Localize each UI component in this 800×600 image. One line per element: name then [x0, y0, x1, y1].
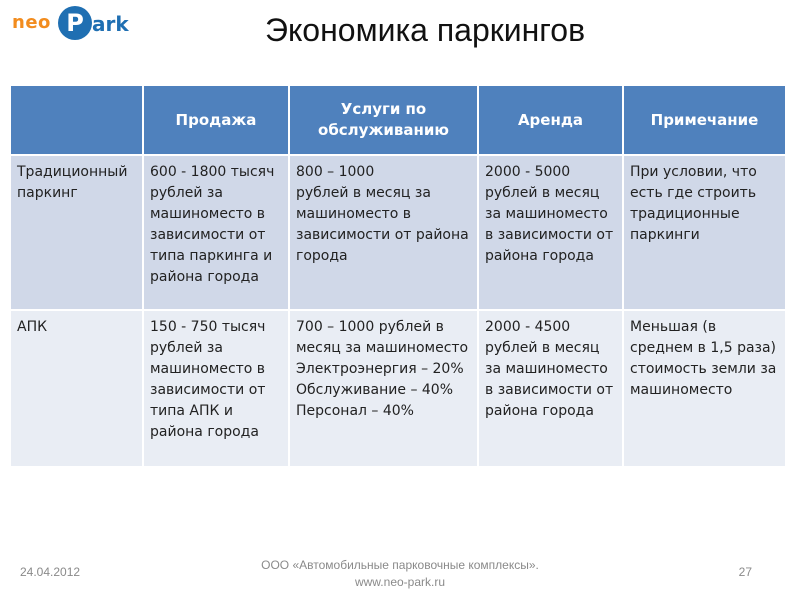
cell-services [289, 310, 478, 467]
cell-text: 2000 - 4500 рублей в месяц за машиноместо в зависимости от района города [485, 319, 614, 419]
cell-services [289, 155, 478, 310]
cell-text: 700 – 1000 рублей в месяц за машиноместо Электроэнергия – 20% Обслуживание – 40% Персонал – 40% [296, 319, 469, 419]
header-note: Примечание [623, 85, 786, 155]
header-sale: Продажа [143, 85, 289, 155]
cell-text: 600 - 1800 тысяч рублей за машиноместо в зависимости от типа паркинга и района города [150, 164, 275, 285]
logo-neo-text: neo [12, 12, 51, 33]
cell-sale [143, 310, 289, 467]
economics-table [9, 84, 787, 468]
cell-text: При условии, что есть где строить традиционные паркинги [630, 164, 757, 243]
header-corner [10, 85, 143, 155]
cell-text: Меньшая (в среднем в 1,5 раза) стоимость земли за машиноместо [630, 319, 777, 398]
footer-company [200, 557, 600, 591]
cell-rent [478, 155, 623, 310]
cell-rent [478, 310, 623, 467]
cell-text: 150 - 750 тысяч рублей за машиноместо в зависимости от типа АПК и района города [150, 319, 266, 440]
table-row [10, 310, 786, 467]
header-services: Услуги по обслуживанию [289, 85, 478, 155]
footer-company-name: ООО «Автомобильные парковочные комплексы». [261, 558, 539, 572]
table-row [10, 155, 786, 310]
cell-note [623, 310, 786, 467]
footer-website: www.neo-park.ru [354, 575, 446, 589]
cell-note [623, 155, 786, 310]
logo-ark-text: ark [92, 12, 129, 36]
cell-sale [143, 155, 289, 310]
row-label-text: АПК [17, 319, 48, 335]
cell-text: 800 – 1000 рублей в месяц за машиноместо в зависимости от района города [296, 164, 469, 264]
row-label-text: Традиционный паркинг [17, 164, 128, 201]
page-title: Экономика паркингов [264, 12, 586, 48]
row-label-apk [10, 310, 143, 467]
footer-date: 24.04.2012 [20, 565, 81, 579]
page-number: 27 [738, 565, 752, 579]
row-label-traditional [10, 155, 143, 310]
logo-p-circle: P [58, 6, 92, 40]
table-header-row [10, 85, 786, 155]
header-rent: Аренда [478, 85, 623, 155]
cell-text: 2000 - 5000 рублей в месяц за машиноместо в зависимости от района города [485, 164, 614, 264]
